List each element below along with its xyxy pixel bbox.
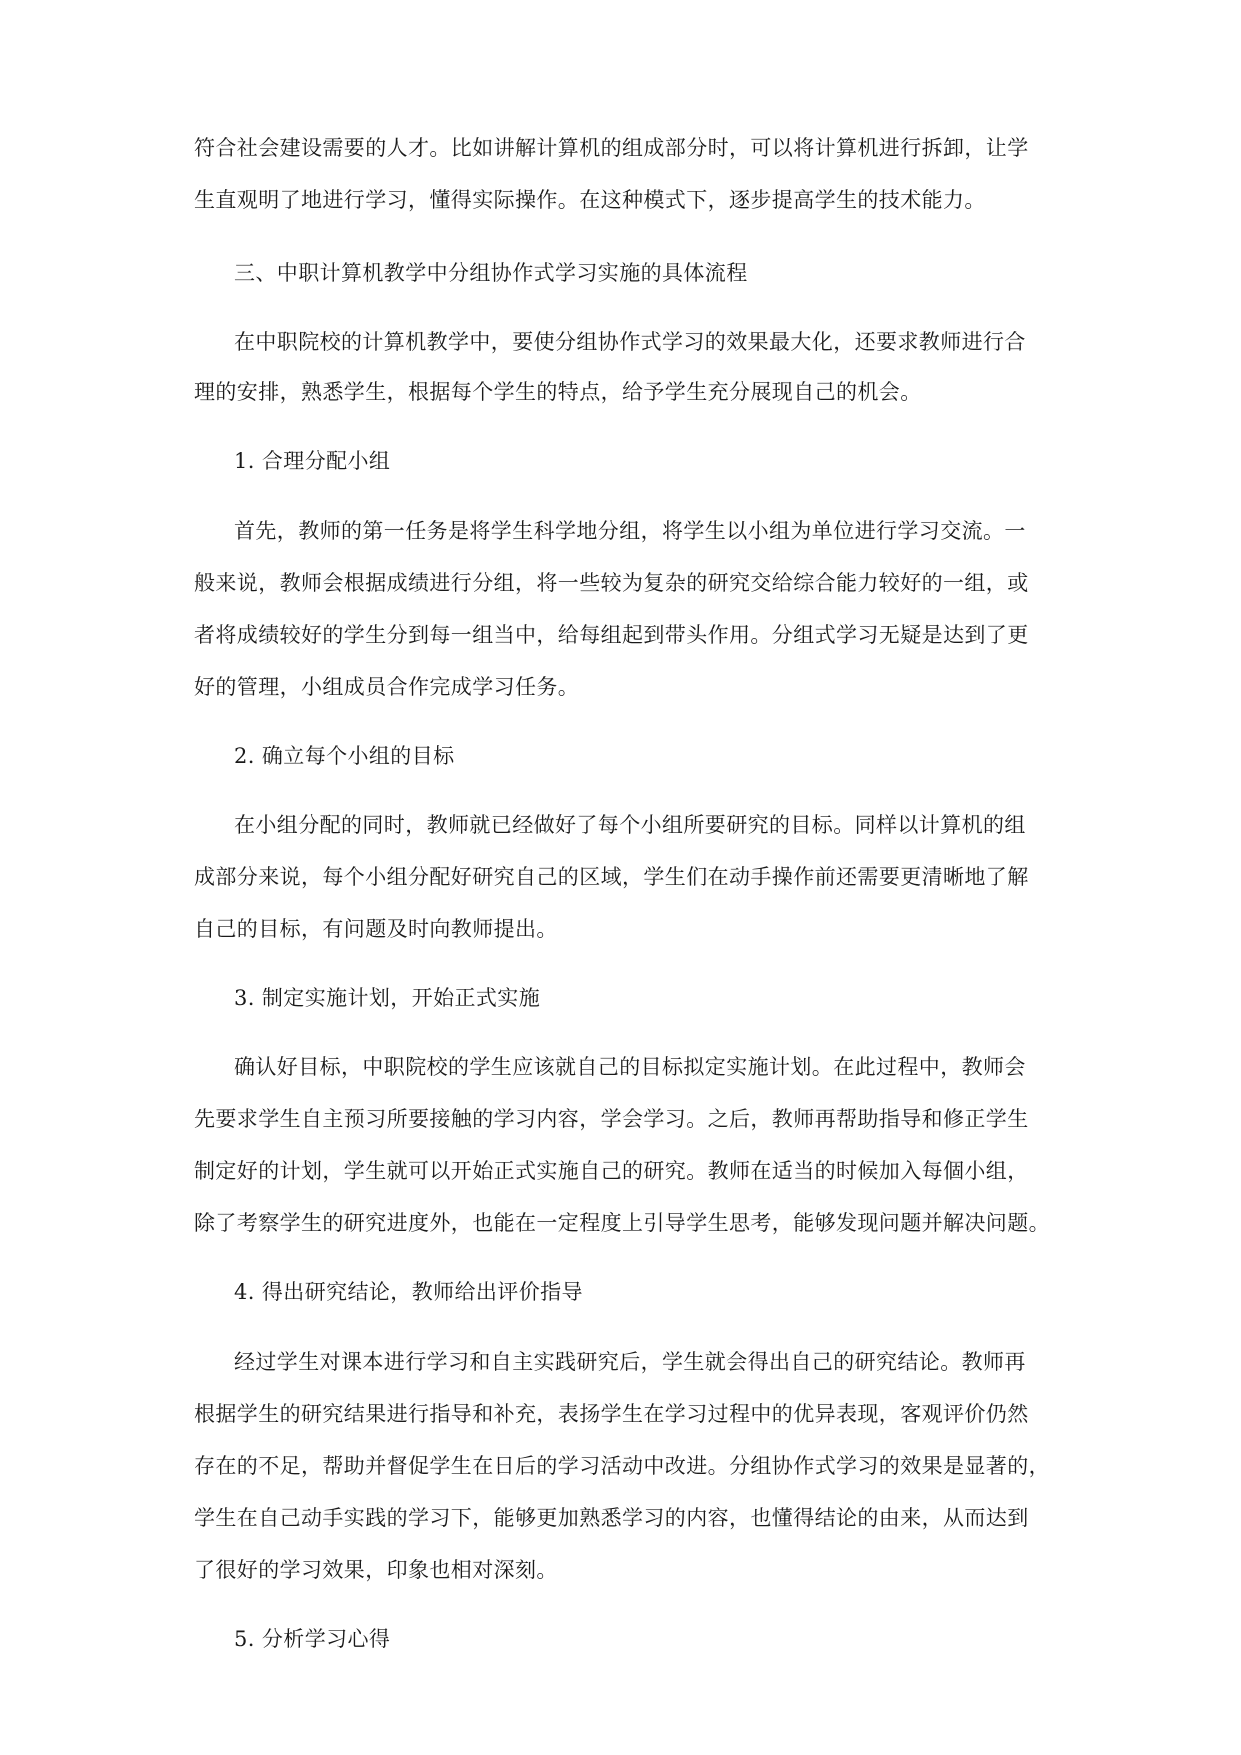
paragraph-line: 好的管理，小组成员合作完成学习任务。 xyxy=(194,675,580,699)
subsection-heading: 1. 合理分配小组 xyxy=(234,449,391,473)
paragraph-line: 了很好的学习效果，印象也相对深刻。 xyxy=(194,1558,558,1582)
paragraph-line: 首先，教师的第一任务是将学生科学地分组，将学生以小组为单位进行学习交流。一 xyxy=(234,519,1026,543)
paragraph-line: 者将成绩较好的学生分到每一组当中，给每组起到带头作用。分组式学习无疑是达到了更 xyxy=(194,623,1029,647)
paragraph-line: 般来说，教师会根据成绩进行分组，将一些较为复杂的研究交给综合能力较好的一组，或 xyxy=(194,571,1029,595)
subsection-heading: 3. 制定实施计划，开始正式实施 xyxy=(234,986,541,1010)
paragraph-line: 生直观明了地进行学习，懂得实际操作。在这种模式下，逐步提高学生的技术能力。 xyxy=(194,188,986,212)
paragraph-line: 制定好的计划，学生就可以开始正式实施自己的研究。教师在适当的时候加入每個小组， xyxy=(194,1159,1029,1183)
paragraph-line: 存在的不足，帮助并督促学生在日后的学习活动中改进。分组协作式学习的效果是显著的， xyxy=(194,1454,1050,1478)
paragraph-line: 理的安排，熟悉学生，根据每个学生的特点，给予学生充分展现自己的机会。 xyxy=(194,380,922,404)
section-heading: 三、中职计算机教学中分组协作式学习实施的具体流程 xyxy=(234,261,748,285)
paragraph-line: 在中职院校的计算机教学中，要使分组协作式学习的效果最大化，还要求教师进行合 xyxy=(234,330,1026,354)
subsection-heading: 4. 得出研究结论，教师给出评价指导 xyxy=(234,1280,583,1304)
paragraph-line: 经过学生对课本进行学习和自主实践研究后，学生就会得出自己的研究结论。教师再 xyxy=(234,1350,1026,1374)
paragraph-line: 学生在自己动手实践的学习下，能够更加熟悉学习的内容，也懂得结论的由来，从而达到 xyxy=(194,1506,1029,1530)
paragraph-line: 先要求学生自主预习所要接触的学习内容，学会学习。之后，教师再帮助指导和修正学生 xyxy=(194,1107,1029,1131)
subsection-heading: 5. 分析学习心得 xyxy=(234,1627,391,1651)
paragraph-line: 自己的目标，有问题及时向教师提出。 xyxy=(194,917,558,941)
paragraph-line: 在小组分配的同时，教师就已经做好了每个小组所要研究的目标。同样以计算机的组 xyxy=(234,813,1026,837)
paragraph-line: 确认好目标，中职院校的学生应该就自己的目标拟定实施计划。在此过程中，教师会 xyxy=(234,1055,1026,1079)
paragraph-line: 除了考察学生的研究进度外，也能在一定程度上引导学生思考，能够发现问题并解决问题。 xyxy=(194,1211,1050,1235)
paragraph-line: 根据学生的研究结果进行指导和补充，表扬学生在学习过程中的优异表现，客观评价仍然 xyxy=(194,1402,1029,1426)
paragraph-line: 成部分来说，每个小组分配好研究自己的区域，学生们在动手操作前还需要更清晰地了解 xyxy=(194,865,1029,889)
paragraph-line: 符合社会建设需要的人才。比如讲解计算机的组成部分时，可以将计算机进行拆卸，让学 xyxy=(194,136,1029,160)
subsection-heading: 2. 确立每个小组的目标 xyxy=(234,744,455,768)
